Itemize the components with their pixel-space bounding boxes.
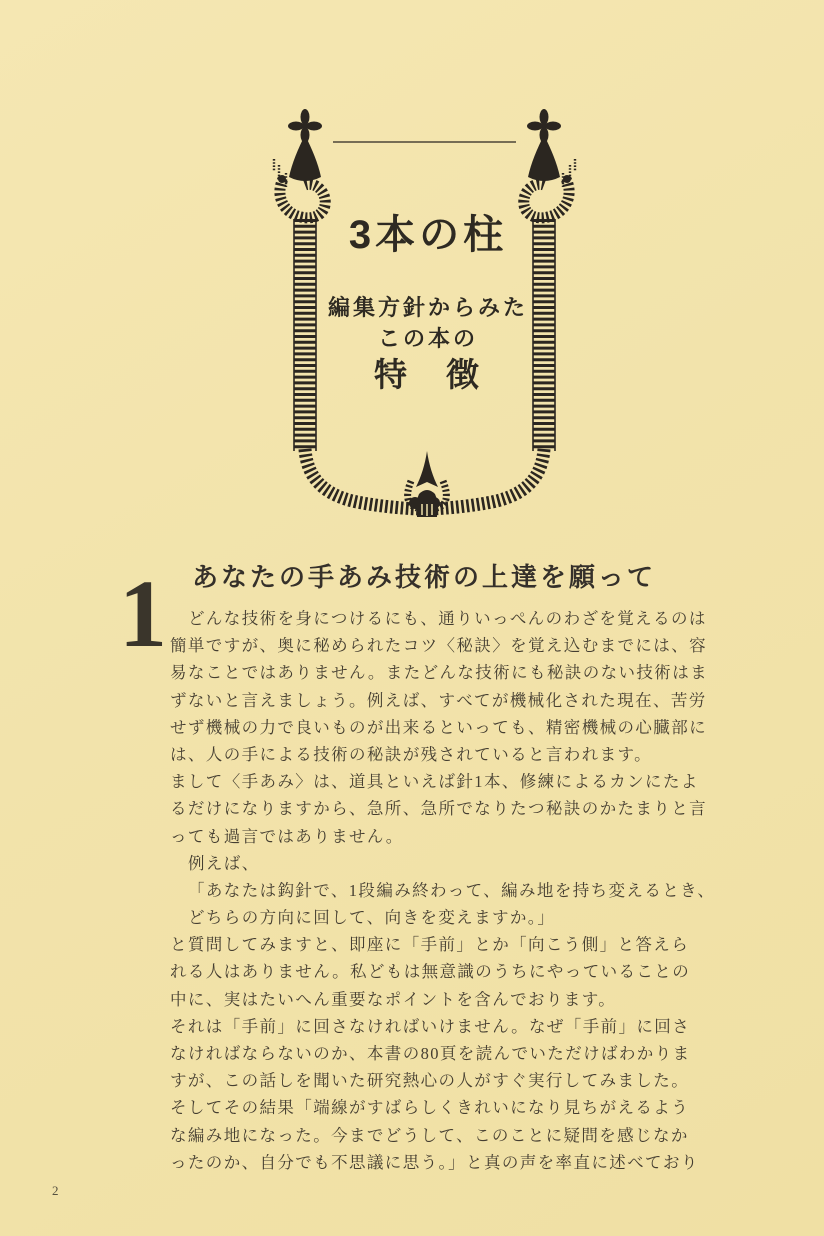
body-line: ったのか、自分でも不思議に思う。」と真の声を率直に述べており [170,1152,699,1172]
body-line: るだけになりますから、急所、急所でなりたつ秘訣のかたまりと言 [170,799,707,819]
section-heading: あなたの手あみ技術の上達を願って [192,562,657,592]
body-line: は、人の手による技術の秘訣が残されていると言われます。 [170,744,652,764]
body-line: 例えば、 [188,853,260,873]
page-number: 2 [52,1183,60,1198]
body-line: そしてその結果「端線がすばらしくきれいになり見ちがえるよう [170,1098,690,1118]
body-line: どんな技術を身につけるにも、通りいっぺんのわざを覚えるのは [188,609,707,628]
body-line: それは「手前」に回さなければいけません。なぜ「手前」に回さ [170,1016,691,1036]
banner-subtitle-line1: 編集方針からみた [327,295,528,320]
body-line: まして〈手あみ〉は、道具といえば針1本、修練によるカンにたよ [170,772,699,792]
banner-subtitle-line3: 特 徴 [374,356,482,393]
body-line: どちらの方向に回して、向きを変えますか。」 [188,908,556,928]
body-line: なければならないのか、本書の80頁を読んでいただけばわかりま [170,1044,691,1063]
body-line: と質問してみますと、即座に「手前」とか「向こう側」と答えら [170,935,690,955]
body-line: すが、この話しを聞いた研究熱心の人がすぐ実行してみました。 [170,1071,690,1091]
body-line: な編み地になった。今までどうして、このことに疑問を感じなか [170,1125,689,1145]
body-line: 易なことではありません。またどんな技術にも秘訣のない技術はま [170,663,708,683]
body-line: 簡単ですが、奥に秘められたコツ〈秘訣〉を覚え込むまでには、容 [170,636,707,656]
body-text-block [170,605,730,1176]
banner-center-tassel [408,451,447,517]
body-line: れる人はありません。私どもは無意識のうちにやっていることの [170,962,691,982]
chapter-number: 1 [119,560,167,667]
banner-subtitle-line2: この本の [377,326,478,351]
body-line: っても過言ではありません。 [170,826,404,846]
banner-title: 3本の柱 [348,213,508,257]
body-line: 中に、実はたいへん重要なポイントを含んでおります。 [170,989,617,1009]
body-line: ずないと言えましょう。例えば、すべてが機械化された現在、苦労 [170,690,707,710]
body-line: 「あなたは鈎針で、1段編み終わって、編み地を持ち変えるとき、 [188,880,716,900]
body-line: せず機械の力で良いものが出来るといっても、精密機械の心臓部に [170,717,707,737]
